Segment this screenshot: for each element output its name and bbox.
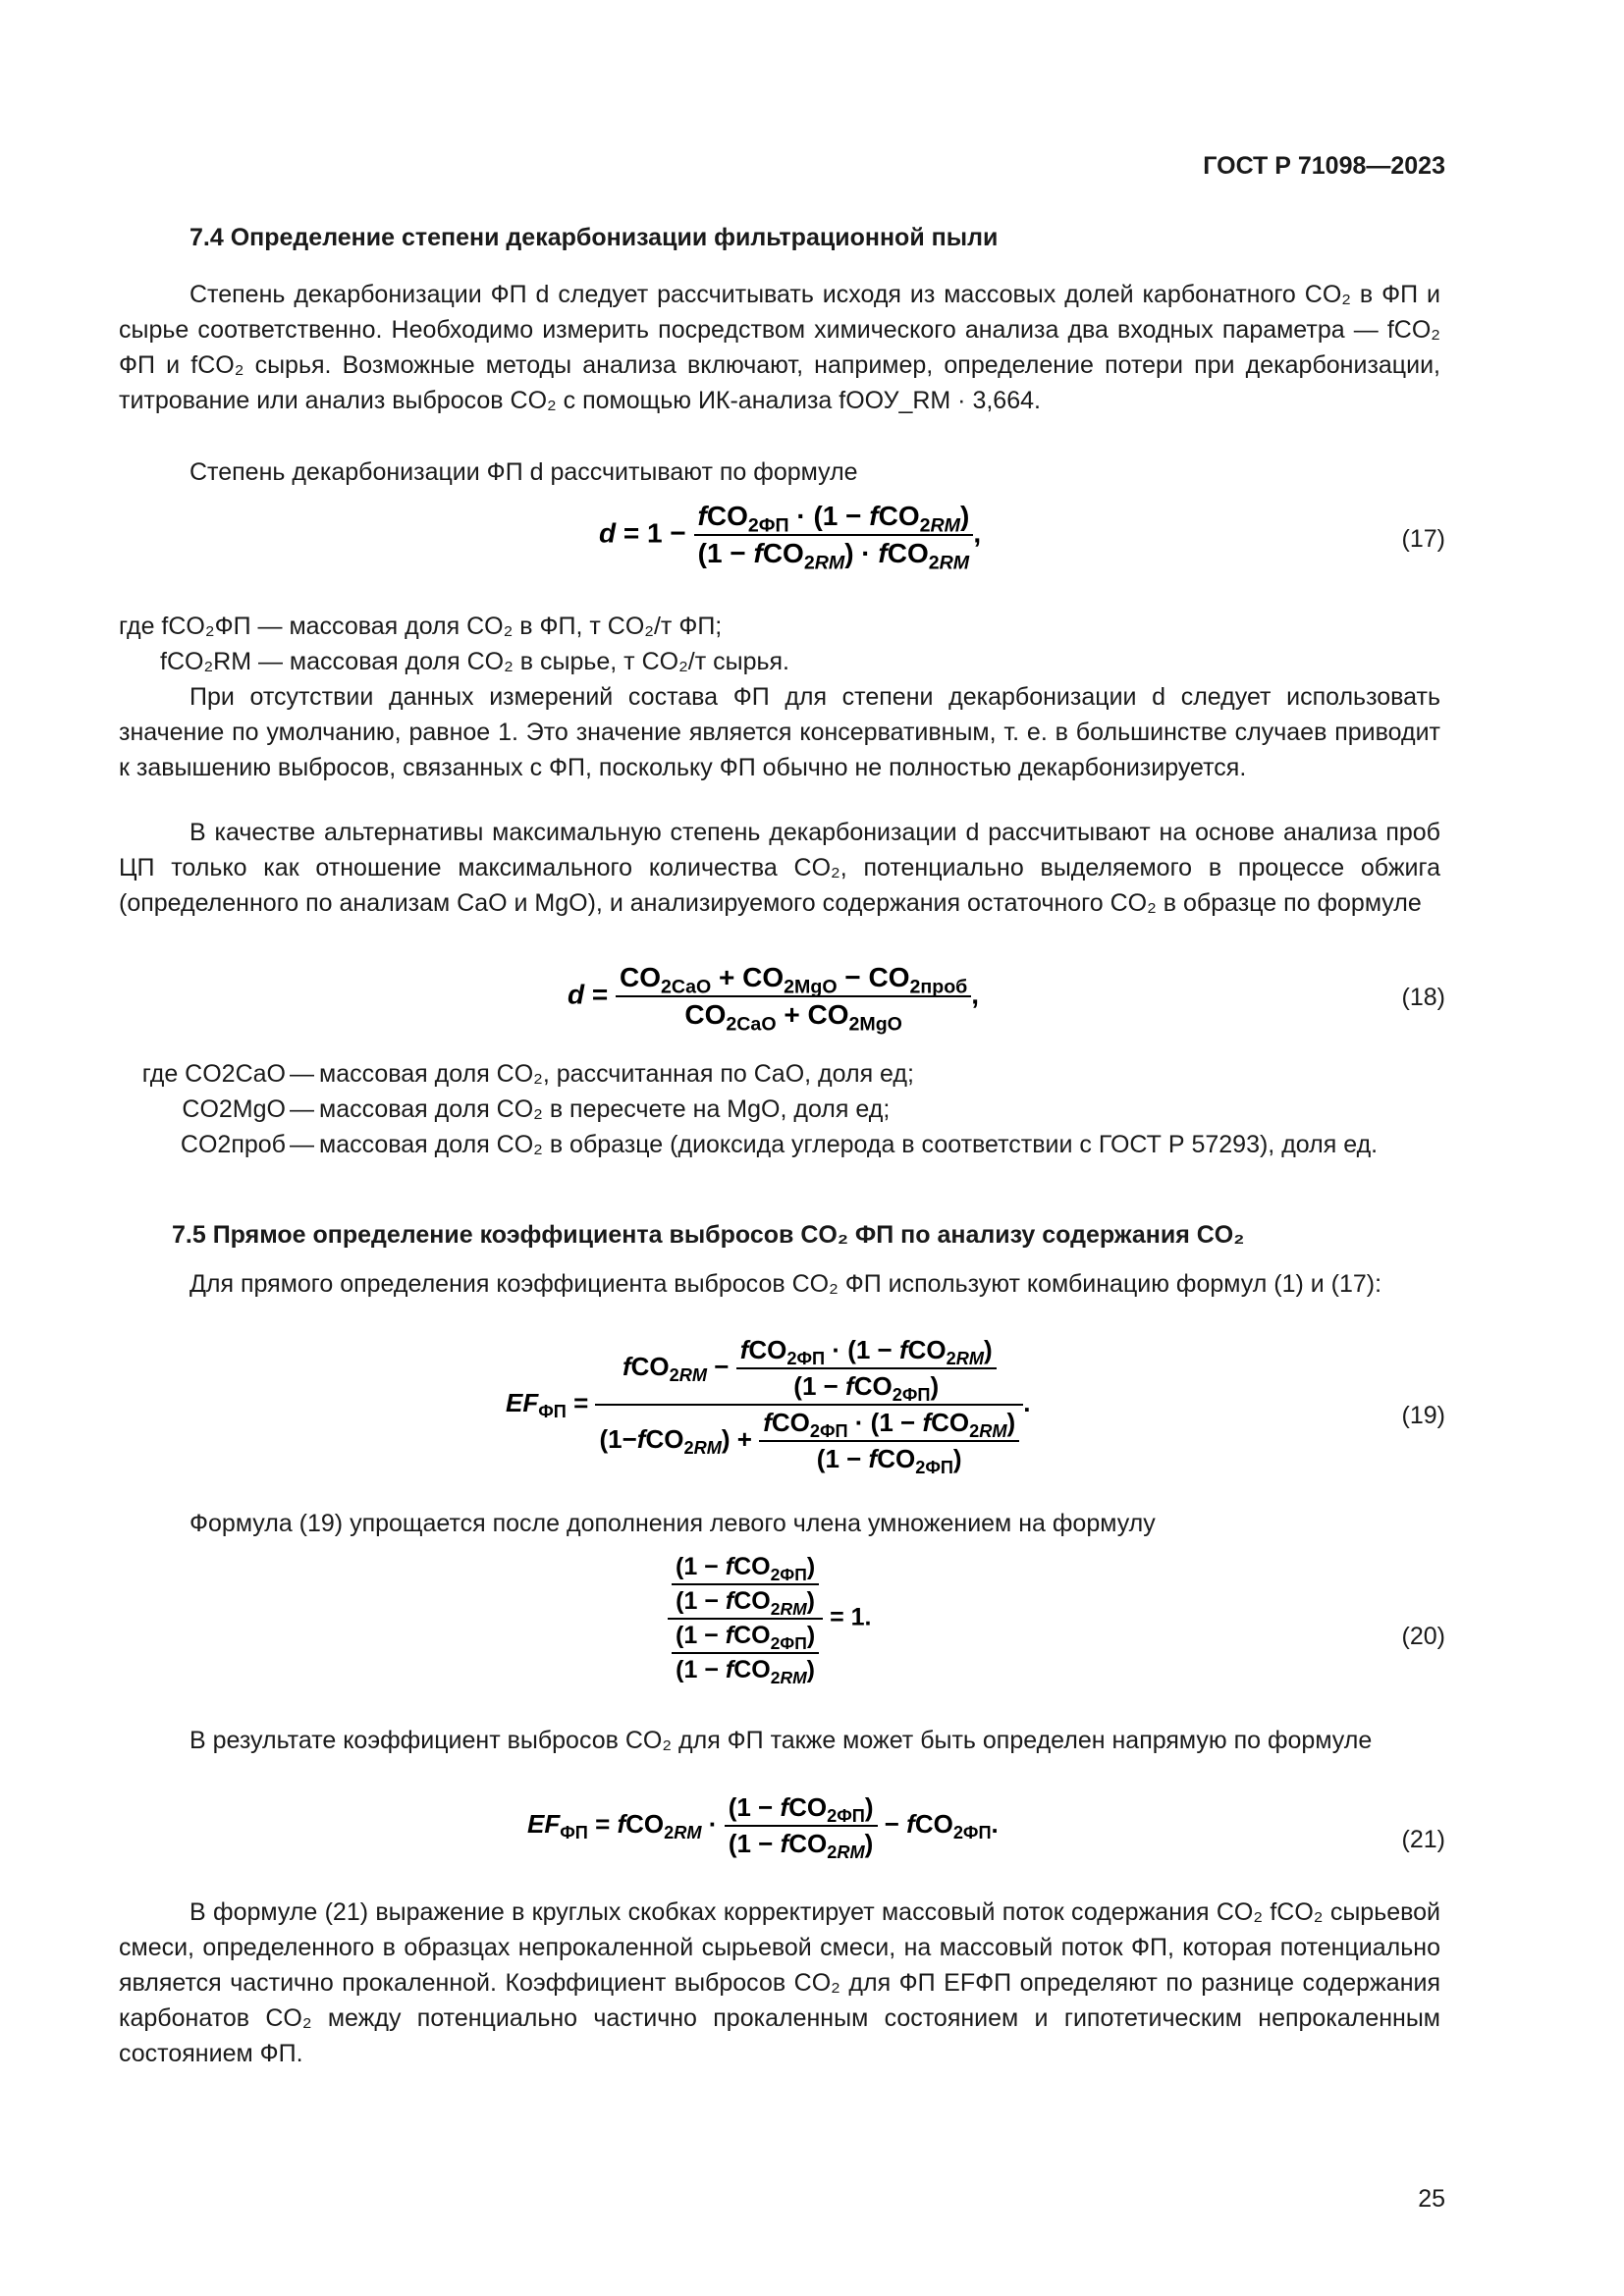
definition-dash: — xyxy=(290,1095,314,1123)
section-7-4-paragraph-1: Степень декарбонизации ФП d следует рассчитывать исходя из массовых долей карбонатного CO₂ в ФП и сырье соответственно. Необходимо измерить посредством химического анализа два входных параметра — fCO₂ ФП и fCO₂ сырья. Возможные методы анализа включают, например, определение потери при декарбонизации, титрование или анализ выбросов CO₂ с помощью ИК-анализа fООУ_RM · 3,664. xyxy=(119,281,1440,414)
section-7-5-paragraph-3: В результате коэффициент выбросов CO₂ для ФП также может быть определен напрямую по формуле xyxy=(189,1727,1373,1754)
section-7-4-paragraph-4: В качестве альтернативы максимальную степень декарбонизации d рассчитывают на основе анализа проб ЦП только как отношение максимального количества CO₂, потенциально выделяемого в процессе обжига (определенного по анализам CaO и MgO), и анализируемого содержания остаточного CO₂ в образце по формуле xyxy=(119,819,1440,917)
definition-row xyxy=(119,1092,1448,1127)
section-7-5-title: 7.5 Прямое определение коэффициента выбросов CO₂ ФП по анализу содержания CO₂ xyxy=(172,1221,1245,1249)
definition-symbol: где CO2CaO xyxy=(141,1060,286,1088)
definition-symbol: CO2MgO xyxy=(182,1095,286,1123)
page-number: 25 xyxy=(1418,2185,1445,2213)
section-7-5-paragraph-1: Для прямого определения коэффициента выбросов CO₂ ФП используют комбинацию формул (1) и (17): xyxy=(189,1270,1382,1298)
definition-symbol: CO2проб xyxy=(180,1131,286,1158)
section-7-5-paragraph-2: Формула (19) упрощается после дополнения левого члена умножением на формулу xyxy=(189,1510,1156,1537)
definition-fco2-rm: fCO₂RM — массовая доля CO₂ в сырье, т CO₂/т сырья. xyxy=(160,648,789,675)
definition-text: массовая доля CO₂ в пересчете на MgO, доля ед; xyxy=(319,1095,891,1123)
equation-number-19: (19) xyxy=(1401,1402,1445,1429)
section-7-4-paragraph-3: При отсутствии данных измерений состава ФП для степени декарбонизации d следует использовать значение по умолчанию, равное 1. Это значение является консервативным, т. е. в большинстве случаев приводит к завышению выбросов, связанных с ФП, поскольку ФП обычно не полностью декарбонизируется. xyxy=(119,683,1440,781)
definitions-formula-18 xyxy=(119,1056,1448,1162)
definition-row xyxy=(119,1127,1448,1162)
formula-20: $\frac{\frac{(1 - fCO_{2ФП})}{(1 - fCO_{2RM})}}{\frac{(1 - fCO_{2ФП})}{(1 - fCO_{2RM})}}$ = 1. xyxy=(668,1553,871,1684)
equation-number-17: (17) xyxy=(1401,525,1445,553)
equation-number-18: (18) xyxy=(1401,984,1445,1011)
section-7-5-paragraph-4: В формуле (21) выражение в круглых скобках корректирует массовый поток содержания CO₂ fCO₂ сырьевой смеси, определенного в образцах непрокаленной сырьевой смеси, на массовый поток ФП, которая потенциально является частично прокаленной. Коэффициент выбросов CO₂ для ФП EFФП определяют по разнице содержания карбонатов CO₂ между потенциально частично прокаленным состоянием и гипотетическим непрокаленным состоянием ФП. xyxy=(119,1898,1440,2067)
equation-number-21: (21) xyxy=(1401,1826,1445,1853)
definition-text: массовая доля CO₂ в образце (диоксида углерода в соответствии с ГОСТ Р 57293), доля ед. xyxy=(319,1131,1379,1158)
definition-dash: — xyxy=(290,1060,314,1088)
definition-fco2-fp: где fCO₂ФП — массовая доля CO₂ в ФП, т CO₂/т ФП; xyxy=(119,613,723,640)
section-7-4-title: 7.4 Определение степени декарбонизации фильтрационной пыли xyxy=(189,224,999,251)
formula-17: d = 1 − $\frac{fCO_{2ФП} \cdot (1 - fCO_{2RM})}{(1 - fCO_{2RM}) \cdot fCO_{2RM}}$ , xyxy=(599,501,982,574)
definition-row xyxy=(119,1056,1448,1092)
definition-text: массовая доля CO₂, рассчитанная по CaO, доля ед; xyxy=(319,1060,914,1088)
formula-18: d = $\frac{CO_{2CaO} + CO_{2MgO} - CO_{2проб}}{CO_{2CaO} + CO_{2MgO}}$ , xyxy=(568,962,980,1036)
section-7-4-paragraph-2: Степень декарбонизации ФП d рассчитывают по формуле xyxy=(189,458,858,486)
formula-21: $EF_{ФП} = fCO_{2RM}$ · $\frac{(1 - fCO_{2ФП})}{(1 - fCO_{2RM})}$ − fCO$_{2ФП}$. xyxy=(527,1792,999,1863)
definition-dash: — xyxy=(290,1131,314,1158)
formula-19: $EF_{ФП}$ = fCO$_{2RM}$ − $\frac{fCO_{2ФП} \cdot (1 - fCO_{2RM})}{(1 - fCO_{2ФП})}$ (1−fCO$_{2RM}$) + $\frac{fCO_{2ФП} \cdot (1 - fCO_{2RM})}{(1 - fCO_{2ФП})}$ . xyxy=(506,1335,1031,1478)
standard-designation: ГОСТ Р 71098—2023 xyxy=(1203,152,1445,180)
equation-number-20: (20) xyxy=(1401,1623,1445,1650)
